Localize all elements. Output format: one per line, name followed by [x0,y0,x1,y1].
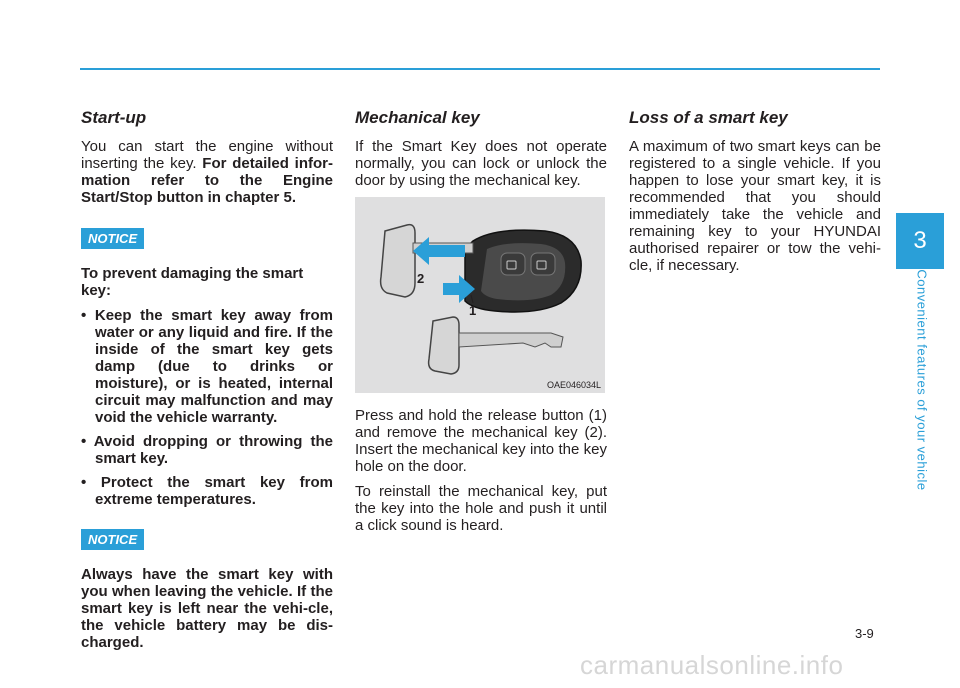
column-mechanical-key [355,108,607,542]
notice-list-item: • Avoid dropping or throwing the smart key. [81,433,333,467]
callout-1: 1 [469,303,477,318]
mechanical-key-step-1: Press and hold the release button (1) and remove the mechanical key (2). Insert the mechanical key into the key hole on the door. [355,407,607,475]
figure-id: OAE046034L [546,380,601,390]
notice-list-item: • Protect the smart key from extreme temperatures. [81,474,333,508]
smart-key-drawing [355,197,605,393]
header-rule [80,68,880,70]
start-up-paragraph [81,138,333,206]
page-number: 3-9 [855,626,874,641]
column-start-up [81,108,333,659]
notice-list [81,307,333,508]
callout-2: 2 [417,271,425,286]
start-up-heading: Start-up [81,108,147,127]
mechanical-key-step-2: To reinstall the mechanical key, put the key into the hole and push it until a click sound is heard. [355,483,607,534]
notice-intro: To prevent damaging the smart key: [81,265,304,299]
loss-of-key-heading: Loss of a smart key [629,108,788,127]
mechanical-key-heading: Mechanical key [355,108,480,127]
notice-badge: NOTICE [81,228,144,249]
start-up-bold-text: For detailed infor-mation refer to the Engine Start/Stop button in chapter 5. [81,155,333,206]
loss-of-key-paragraph: A maximum of two smart keys can be registered to a single vehicle. If you happen to lose your smart key, it is recommended that you should immediately take the vehicle and remaining key to your HYUNDAI authorised repairer or tow the vehi-cle, if necessary. [629,138,881,274]
notice-text: Always have the smart key with you when leaving the vehicle. If the smart key is left near the vehi-cle, the vehicle battery may be dis-charged. [81,566,333,651]
mechanical-key-intro: If the Smart Key does not operate normally, you can lock or unlock the door by using the mechanical key. [355,138,607,189]
chapter-tab: 3 [896,213,944,269]
notice-list-item: • Keep the smart key away from water or any liquid and fire. If the inside of the smart key gets damp (due to drinks or moisture), or is heated, internal circuit may malfunction and may void the vehicle warranty. [81,307,333,426]
watermark: carmanualsonline.info [580,650,844,680]
start-up-text: You can start the engine without inserting the key. [81,138,333,172]
chapter-title: Convenient features of your vehicle [914,269,930,491]
column-loss-of-key [629,108,881,282]
notice-badge: NOTICE [81,529,144,550]
smart-key-illustration [355,197,605,393]
